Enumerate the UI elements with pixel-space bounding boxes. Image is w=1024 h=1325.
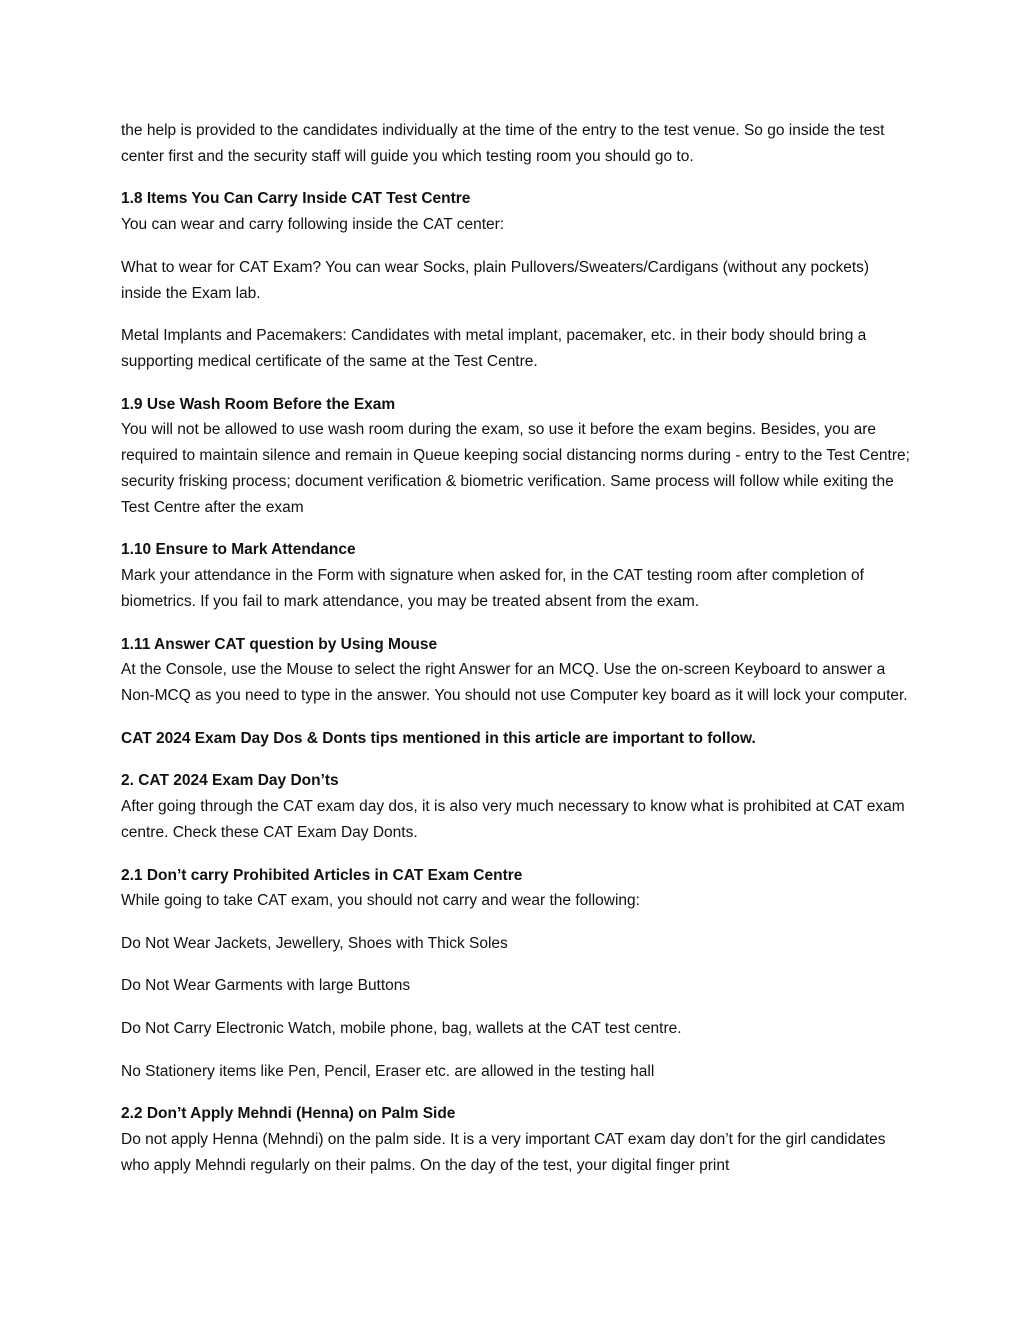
paragraph-jackets xyxy=(121,931,911,957)
paragraph-text: Do Not Carry Electronic Watch, mobile phone, bag, wallets at the CAT test centre. xyxy=(121,1020,682,1038)
section-2-1 xyxy=(121,863,911,915)
section-heading: 1.10 Ensure to Mark Attendance xyxy=(121,541,356,559)
paragraph-stationery xyxy=(121,1059,911,1085)
paragraph-text: the help is provided to the candidates individually at the time of the entry to the test venue. So go inside the test center first and the security staff will guide you which testing room you should go to. xyxy=(121,122,885,165)
section-heading: 2. CAT 2024 Exam Day Don’ts xyxy=(121,772,339,790)
section-1-10 xyxy=(121,537,911,614)
paragraph-text: Metal Implants and Pacemakers: Candidates with metal implant, pacemaker, etc. in their body should bring a supporting medical certificate of the same at the Test Centre. xyxy=(121,327,867,370)
paragraph-text: While going to take CAT exam, you should not carry and wear the following: xyxy=(121,892,640,910)
paragraph-text: Do Not Wear Jackets, Jewellery, Shoes with Thick Soles xyxy=(121,934,508,952)
bold-note: CAT 2024 Exam Day Dos & Donts tips mentioned in this article are important to follow. xyxy=(121,729,756,747)
paragraph-metal-implants xyxy=(121,323,911,375)
section-heading: 1.8 Items You Can Carry Inside CAT Test Centre xyxy=(121,190,471,208)
section-1-8 xyxy=(121,186,911,238)
paragraph-text: Do not apply Henna (Mehndi) on the palm side. It is a very important CAT exam day don’t for the girl candidates who apply Mehndi regularly on their palms. On the day of the test, your digital finger print xyxy=(121,1131,886,1174)
document-page xyxy=(121,118,911,1195)
section-2-2 xyxy=(121,1101,911,1178)
section-heading: 1.11 Answer CAT question by Using Mouse xyxy=(121,635,438,653)
section-1-9 xyxy=(121,392,911,521)
paragraph-garments xyxy=(121,973,911,999)
paragraph-text: What to wear for CAT Exam? You can wear Socks, plain Pullovers/Sweaters/Cardigans (without any pockets) inside the Exam lab. xyxy=(121,258,870,302)
paragraph-text: Do Not Wear Garments with large Buttons xyxy=(121,977,411,995)
paragraph-electronics xyxy=(121,1016,911,1042)
bold-note-block xyxy=(121,726,911,752)
paragraph-text: You will not be allowed to use wash room during the exam, so use it before the exam begins. Besides, you are required to maintain silence and remain in Queue keeping social distancing norms during - entry to the Test Centre; security frisking process; document verification & biometric verification. Same process will follow while exiting the Test Centre after the exam xyxy=(121,421,910,516)
paragraph-text: No Stationery items like Pen, Pencil, Eraser etc. are allowed in the testing hall xyxy=(121,1062,655,1080)
paragraph-text: Mark your attendance in the Form with signature when asked for, in the CAT testing room after completion of biometrics. If you fail to mark attendance, you may be treated absent from the exam. xyxy=(121,567,864,610)
paragraph-text: After going through the CAT exam day dos, it is also very much necessary to know what is prohibited at CAT exam centre. Check these CAT Exam Day Donts. xyxy=(121,798,905,841)
paragraph-text: At the Console, use the Mouse to select the right Answer for an MCQ. Use the on-screen Keyboard to answer a Non-MCQ as you need to type in the answer. You should not use Computer key board as it will lock your computer. xyxy=(121,661,908,705)
section-1-11 xyxy=(121,632,911,709)
paragraph-text: You can wear and carry following inside the CAT center: xyxy=(121,216,505,234)
section-heading: 2.1 Don’t carry Prohibited Articles in CAT Exam Centre xyxy=(121,866,523,884)
section-heading: 1.9 Use Wash Room Before the Exam xyxy=(121,395,396,413)
section-heading: 2.2 Don’t Apply Mehndi (Henna) on Palm Side xyxy=(121,1105,456,1123)
paragraph-intro xyxy=(121,118,911,170)
paragraph-what-to-wear xyxy=(121,255,911,307)
section-2 xyxy=(121,768,911,845)
